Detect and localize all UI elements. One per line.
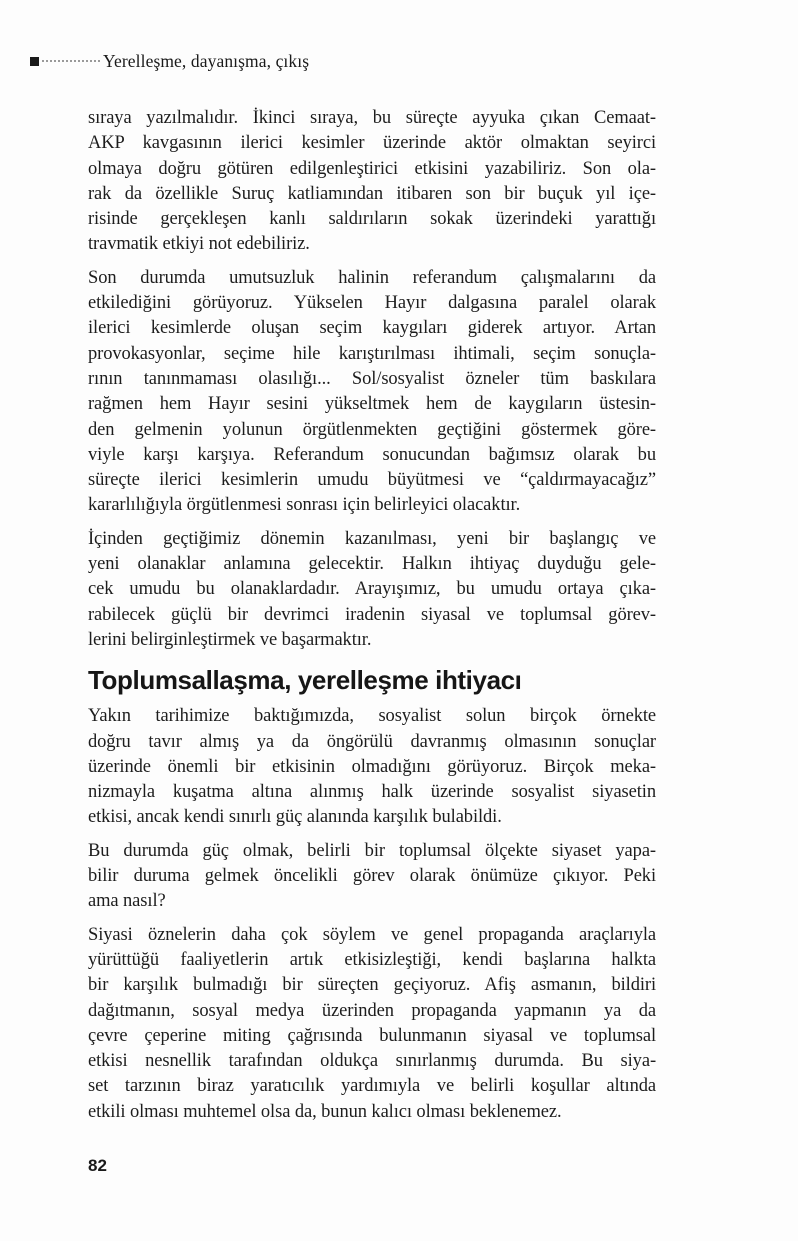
paragraph (88, 527, 656, 653)
text-line: travmatik etkiyi not edebiliriz. (88, 234, 310, 255)
text-line: bir karşılık bulmadığı bir süreçten geçiyoruz. Afiş asmanın, bildiri (88, 975, 656, 996)
paragraph (88, 106, 656, 258)
text-line: AKP kavgasının ilerici kesimler üzerinde aktör olmaktan seyirci (88, 133, 656, 154)
text-line: yürüttüğü faaliyetlerin artık etkisizleştiği, kendi başlarına halkta (88, 949, 656, 970)
text-line: etkisi, ancak kendi sınırlı güç alanında karşılık bulabildi. (88, 807, 502, 828)
section-heading: Toplumsallaşma, yerelleşme ihtiyacı (88, 665, 522, 696)
text-line: İçinden geçtiğimiz dönemin kazanılması, yeni bir başlangıç ve (88, 528, 656, 549)
text-line: etkisi nesnellik tarafından oldukça sınırlanmış durumda. Bu siya- (88, 1051, 656, 1072)
text-line: Siyasi öznelerin daha çok söylem ve genel propaganda araçlarıyla (88, 924, 656, 945)
text-line: set tarzının biraz yaratıcılık yardımıyla ve belirli koşullar altında (88, 1076, 656, 1097)
text-line: kararlılığıyla örgütlenmesi sonrası için belirleyici olacaktır. (88, 495, 521, 516)
text-line: Bu durumda güç olmak, belirli bir toplumsal ölçekte siyaset yapa- (88, 840, 656, 861)
text-line: Yakın tarihimize baktığımızda, sosyalist solun birçok örnekte (88, 706, 656, 727)
running-header (30, 50, 309, 72)
text-line: olmaya doğru götüren edilgenleştirici etkisini yazabiliriz. Son ola- (88, 158, 656, 179)
text-line: üzerinde önemli bir etkisinin olmadığını görüyoruz. Birçok meka- (88, 756, 656, 777)
text-line: bilir duruma gelmek öncelikli görev olarak önümüze çıkıyor. Peki (88, 866, 656, 887)
text-line: cek umudu bu olanaklardadır. Arayışımız, bu umudu ortaya çıka- (88, 579, 656, 600)
text-line: etkilediğini görüyoruz. Yükselen Hayır dalgasına paralel olarak (88, 293, 656, 314)
text-line: yeni olanaklar anlamına gelecektir. Halkın ihtiyaç duyduğu gele- (88, 554, 656, 575)
text-line: rağmen hem Hayır sesini yükseltmek hem de kaygıların üstesin- (88, 394, 656, 415)
text-line: ilerici kesimlerde oluşan seçim kaygıları giderek artıyor. Artan (88, 318, 656, 339)
text-line: doğru tavır almış ya da öngörülü davranmış olmasının sonuçlar (88, 731, 656, 752)
text-line: rak da özellikle Suruç katliamından itibaren son bir buçuk yıl içe- (88, 183, 656, 204)
text-line: risinde gerçekleşen kanlı saldırıların sokak üzerindeki yarattığı (88, 209, 656, 230)
dotted-leader-line (42, 60, 100, 62)
page-body (88, 106, 656, 1133)
running-header-title: Yerelleşme, dayanışma, çıkış (103, 50, 310, 71)
square-bullet-icon (30, 57, 39, 66)
page-number: 82 (88, 1156, 107, 1175)
text-line: çevre çeperine miting çağrısında bulunmanın siyasal ve toplumsal (88, 1025, 656, 1046)
text-line: provokasyonlar, seçime hile karıştırılması ihtimali, seçim sonuçla- (88, 343, 656, 364)
paragraph (88, 839, 656, 915)
text-line: ama nasıl? (88, 891, 166, 912)
text-line: rabilecek güçlü bir devrimci iradenin siyasal ve toplumsal görev- (88, 604, 656, 625)
paragraph (88, 704, 656, 830)
text-line: viyle karşı karşıya. Referandum sonucundan bağımsız olarak bu (88, 444, 656, 465)
text-line: den gelmenin yolunun örgütlenmekten geçtiğini göstermek göre- (88, 419, 656, 440)
text-line: Son durumda umutsuzluk halinin referandum çalışmalarını da (88, 267, 656, 288)
text-line: süreçte ilerici kesimlerin umudu büyütmesi ve “çaldırmayacağız” (88, 470, 656, 491)
text-line: lerini belirginleştirmek ve başarmaktır. (88, 629, 372, 650)
paragraph (88, 266, 656, 519)
text-line: etkili olması muhtemel olsa da, bunun kalıcı olması beklenemez. (88, 1101, 562, 1122)
text-line: dağıtmanın, sosyal medya üzerinden propaganda yapmanın ya da (88, 1000, 656, 1021)
text-line: rının tanınmaması olasılığı... Sol/sosyalist özneler tüm baskılara (88, 368, 656, 389)
text-line: sıraya yazılmalıdır. İkinci sıraya, bu süreçte ayyuka çıkan Cemaat- (88, 108, 656, 128)
text-line: nizmayla kuşatma altına alınmış halk üzerinde sosyalist siyasetin (88, 782, 656, 803)
paragraph (88, 923, 656, 1125)
